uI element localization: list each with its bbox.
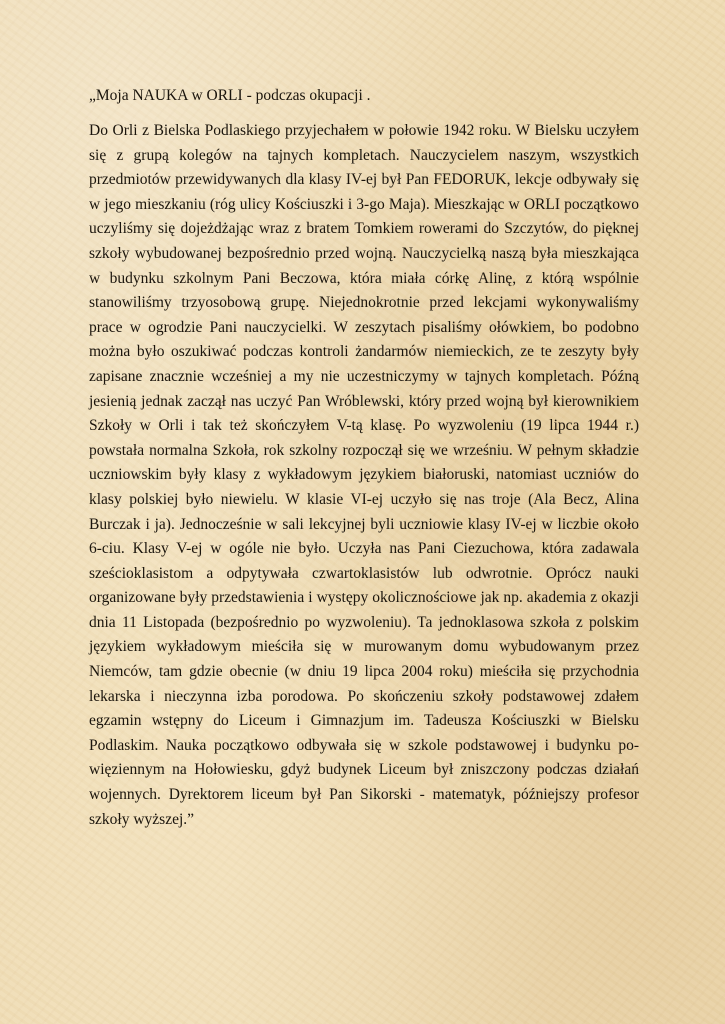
document-title: „Moja NAUKA w ORLI - podczas okupacji . [89, 87, 371, 104]
document-body-paragraph: Do Orli z Bielska Podlaskiego przyjechałem w połowie 1942 roku. W Bielsku uczyłem się z grupą kolegów na tajnych kompletach. Nauczycielem naszym, wszystkich przedmiotów przewidywanych dla klasy IV-ej był Pan FEDORUK, lekcje odbywały się w jego mieszkaniu (róg ulicy Kościuszki i 3-go Maja). Mieszkając w ORLI początkowo uczyliśmy się dojeżdżając wraz z bratem Tomkiem rowerami do Szczytów, do pięknej szkoły wybudowanej bezpośrednio przed wojną. Nauczycielką naszą była mieszkająca w budynku szkolnym Pani Beczowa, która miała córkę Alinę, z którą wspólnie stanowiliśmy trzyosobową grupę. Niejednokrotnie przed lekcjami wykonywaliśmy prace w ogrodzie Pani nauczycielki. W zeszytach pisaliśmy ołówkiem, bo podobno można było oszukiwać podczas kontroli żandarmów niemieckich, ze te zeszyty były zapisane znacznie wcześniej a my nie uczestniczymy w tajnych kompletach. Późną jesienią jednak zaczął nas uczyć Pan Wróblewski, który przed wojną był kierownikiem Szkoły w Orli i tak też skończyłem V-tą klasę. Po wyzwoleniu (19 lipca 1944 r.) powstała normalna Szkoła, rok szkolny rozpoczął się we wrześniu. W pełnym składzie uczniowskim były klasy z wykładowym językiem białoruski, natomiast uczniów do klasy polskiej było niewielu. W klasie VI-ej uczyło się nas troje (Ala Becz, Alina Burczak i ja). Jednocześnie w sali lekcyjnej byli uczniowie klasy IV-ej w liczbie około 6-ciu. Klasy V-ej w ogóle nie było. Uczyła nas Pani Ciezuchowa, która zadawala sześcioklasistom a odpytywała czwartoklasistów lub odwrotnie. Oprócz nauki organizowane były przedstawienia i występy okolicznościowe jak np. akademia z okazji dnia 11 Listopada (bezpośrednio po wyzwoleniu). Ta jednoklasowa szkoła z polskim językiem wykładowym mieściła się w murowanym domu wybudowanym przez Niemców, tam gdzie obecnie (w dniu 19 lipca 2004 roku) mieściła się przychodnia lekarska i nieczynna izba porodowa. Po skończeniu szkoły podstawowej zdałem egzamin wstępny do Liceum i Gimnazjum im. Tadeusza Kościuszki w Bielsku Podlaskim. Nauka początkowo odbywała się w szkole podstawowej i budynku po-więziennym na Hołowiesku, gdyż budynek Liceum był zniszczony podczas działań wojennych. Dyrektorem liceum był Pan Sikorski - matematyk, późniejszy profesor szkoły wyższej.” [89, 122, 639, 828]
